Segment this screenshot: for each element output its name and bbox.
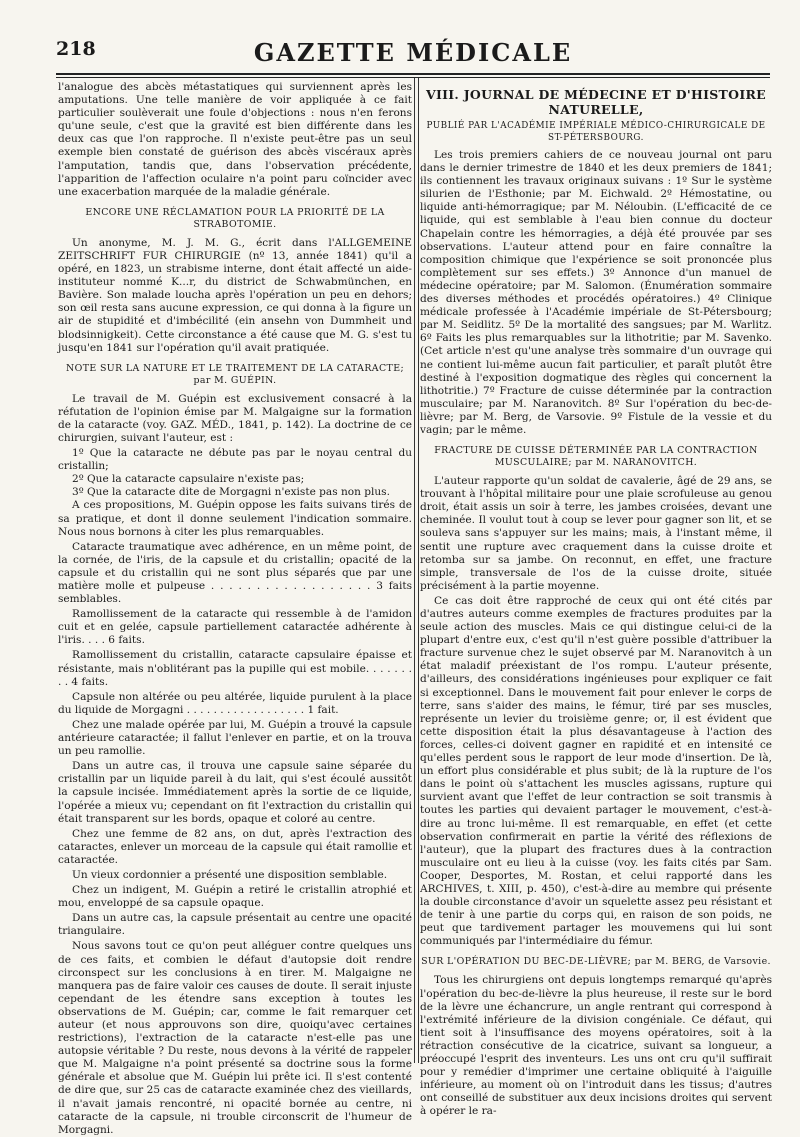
paragraph: Ce cas doit être rapproché de ceux qui ont été cités par d'autres auteurs comme exemples de fractures produites par la seule action des muscles. Mais ce qui distingue celui-ci de la plupart d'entre eux, c'est qu'il n'est guère possible d'attribuer la fracture survenue chez le sujet observé par M. Naranovitch à un état maladif préexistant de l'os rompu. L'auteur présente, d'ailleurs, des considérations ingénieuses pour expliquer ce fait si exceptionnel. Dans le mouvement fait pour enlever le corps de terre, sans s'aider des mains, le fémur, tiré par ses muscles, représente un levier du troisième genre; or, il est évident que cette disposition était la plus désavantageuse à l'action des forces, celles-ci doivent gagner en rapidité et en intensité ce qu'elles perdent sous le rapport de leur mode d'insertion. De là, un effort plus considérable et plus subit; de là la rupture de l'os dans le point où s'attachent les muscles agissans, rupture qui survient avant que l'effet de leur contraction se soit transmis à toutes les parties qui devaient partager le mouvement, c'est-à-dire au tronc lui-même. Il est remarquable, en effet (et cette observation confirmerait en partie la vérité des réflexions de l'auteur), que la plupart des fractures dues à la contraction musculaire ont eu lieu à la cuisse (voy. les faits cités par Sam. Cooper, Desportes, M. Rostan, et celui rapporté dans les ARCHIVES, t. XIII, p. 450), c'est-à-dire au membre qui présente la double circonstance d'avoir un squelette assez peu résistant et de tenir à une partie du corps qui, en raison de son poids, ne peut que tardivement partager les mouvemens qui lui sont communiqués par l'intermédiaire du fémur. <box>420 594 772 948</box>
paragraph: Le travail de M. Guépin est exclusivement consacré à la réfutation de l'opinion émise par M. Malgaigne sur la formation de la cataracte (voy. GAZ. MÉD., 1841, p. 142). La doctrine de ce chirurgien, suivant l'auteur, est : <box>58 392 412 444</box>
paragraph: Les trois premiers cahiers de ce nouveau journal ont paru dans le dernier trimestre de 1840 et les deux premiers de 1841; ils contiennent les travaux originaux suivans : 1º Sur le système silurien de l'Esthonie; par M. Eichwald. 2º Hémostatine, ou liquide anti-hémorragique; par M. Néloubin. (L'efficacité de ce liquide, qui est semblable à l'eau bien connue du docteur Chapelain contre les hémorragies, a déjà été prouvée par ses observations. L'auteur attend pour en faire connaître la composition chimique que l'expérience se soit prononcée plus complètement sur ses effets.) 3º Annonce d'un manuel de médecine opératoire; par M. Salomon. (Énumération sommaire des diverses méthodes et procédés opératoires.) 4º Clinique médicale professée à l'Académie impériale de St-Pétersbourg; par M. Seidlitz. 5º De la mortalité des sangsues; par M. Warlitz. 6º Faits les plus remarquables sur la lithotritie; par M. Savenko. (Cet article n'est qu'une analyse très sommaire d'un ouvrage qui ne contient lui-même aucun fait particulier, et paraît plutôt être destiné à l'exposition dogmatique des règles qui concernent la lithotritie.) 7º Fracture de cuisse déterminée par la contraction musculaire; par M. Naranovitch. 8º Sur l'opération du bec-de-lièvre; par M. Berg, de Varsovie. 9º Fistule de la vessie et du vagin; par le même. <box>420 149 772 436</box>
list-item: 2º Que la cataracte capsulaire n'existe pas; <box>72 473 305 486</box>
paragraph: Un vieux cordonnier a présenté une disposition semblable. <box>72 868 388 881</box>
paragraph: l'analogue des abcès métastatiques qui surviennent après les amputations. Une telle manière de voir appliquée à ce fait particulier soulèverait une foule d'objections : nous n'en ferons qu'une seule, c'est que la gravité est bien différente dans les deux cas que l'on rapproche. Il n'existe peut-être pas un seul exemple bien constaté de guérison des abcès viscéraux après l'amputation, tandis que, dans l'observation précédente, l'apparition de l'affection oculaire n'a point paru coïncider avec une exacerbation marquée de la maladie générale. <box>58 81 412 198</box>
header-rule <box>56 73 770 78</box>
paragraph: Ramollissement du cristallin, cataracte capsulaire épaisse et résistante, mais n'oblitérant pas la pupille qui est mobile. . . . . . . . . 4 faits. <box>58 649 412 688</box>
list-item: 1º Que la cataracte ne débute pas par le noyau central du cristallin; <box>58 447 412 473</box>
paragraph: Tous les chirurgiens ont depuis longtemps remarqué qu'après l'opération du bec-de-lièvre la plus heureuse, il reste sur le bord de la lèvre une échancrure, un angle rentrant qui correspond à l'extrémité inférieure de la division congéniale. Ce défaut, qui tient soit à l'insuffisance des moyens opératoires, soit à la rétraction consécutive de la cicatrice, suivant sa longueur, a préoccupé l'esprit des inventeurs. Les uns ont cru qu'il suffirait pour y remédier d'imprimer une certaine obliquité à l'aiguille inférieure, au moment où on l'introduit dans les tissus; d'autres ont conseillé de substituer aux deux incisions droites qui servent à opérer le ra- <box>420 974 772 1118</box>
paragraph: Cataracte traumatique avec adhérence, en un même point, de la cornée, de l'iris, de la capsule et du cristallin; opacité de la capsule et du cristallin qui ne sont plus séparés que par une matière molle et pulpeuse . . . . . . . . . . . . . . . . . . 3 faits semblables. <box>58 540 412 606</box>
paragraph: Un anonyme, M. J. M. G., écrit dans l'ALLGEMEINE ZEITSCHRIFT FUR CHIRURGIE (nº 13, année 1841) qu'il a opéré, en 1823, un strabisme interne, dont était affecté un aide-instituteur nommé K...r, du district de Schwabmünchen, en Bavière. Son malade loucha après l'opération un peu en dehors; son œil resta sans aucune expression, ce qui donna à la figure un air de stupidité et d'imbécilité (ein ansehn von Dummheit und blodsinnigkeit). Cette circonstance a été cause que M. G. s'est tu jusqu'en 1841 sur l'opération qu'il avait pratiquée. <box>58 236 412 354</box>
page-number: 218 <box>56 38 96 60</box>
list-item: 3º Que la cataracte dite de Morgagni n'existe pas non plus. <box>72 486 390 499</box>
paragraph: Capsule non altérée ou peu altérée, liquide purulent à la place du liquide de Morgagni . . . . . . . . . . . . . . . . . . 1 fait. <box>58 690 412 716</box>
paragraph: Nous savons tout ce qu'on peut alléguer contre quelques uns de ces faits, et combien le défaut d'autopsie doit rendre circonspect sur les conclusions à en tirer. M. Malgaigne ne manquera pas de faire valoir ces causes de doute. Il serait injuste cependant de les étendre sans exception à toutes les observations de M. Guépin; car, comme le fait remarquer cet auteur (et nous approuvons son dire, quoiqu'avec certaines restrictions), l'extraction de la cataracte n'est-elle pas une autopsie véritable ? Du reste, nous devons à la vérité de rappeler que M. Malgaigne n'a point présenté sa doctrine sous la forme générale et absolue que M. Guépin lui prête ici. Il s'est contenté de dire que, sur 25 cas de cataracte examinée chez des vieillards, il n'avait jamais rencontré, ni opacité bornée au centre, ni cataracte de la capsule, ni trouble circonscrit de l'humeur de Morgagni. <box>58 940 412 1136</box>
section-heading-fracture: FRACTURE DE CUISSE DÉTERMINÉE PAR LA CONTRACTION MUSCULAIRE; par M. NARANOVITCH. <box>434 445 758 469</box>
column-divider <box>414 78 419 1063</box>
section-title-journal: VIII. JOURNAL DE MÉDECINE ET D'HISTOIRE NATURELLE, <box>425 87 767 117</box>
paragraph: Ramollissement de la cataracte qui ressemble à de l'amidon cuit et en gelée, capsule partiellement cataractée adhérente à l'iris. . . . 6 faits. <box>58 608 412 647</box>
left-column <box>58 81 412 1136</box>
section-heading-strabotomie: ENCORE UNE RÉCLAMATION POUR LA PRIORITÉ DE LA STRABOTOMIE. <box>85 206 385 230</box>
paragraph: Dans un autre cas, la capsule présentait au centre une opacité triangulaire. <box>58 912 412 938</box>
paragraph: Chez une malade opérée par lui, M. Guépin a trouvé la capsule antérieure cataractée; il fallut l'enlever en partie, et on la trouva un peu ramollie. <box>58 718 412 758</box>
section-heading-cataracte: NOTE SUR LA NATURE ET LE TRAITEMENT DE LA CATARACTE; par M. GUÉPIN. <box>66 362 404 386</box>
section-heading-bec-de-lievre: SUR L'OPÉRATION DU BEC-DE-LIÈVRE; par M. BERG, de Varsovie. <box>421 956 771 968</box>
journal-title: GAZETTE MÉDICALE <box>253 38 573 67</box>
paragraph: A ces propositions, M. Guépin oppose les faits suivans tirés de sa pratique, et dont il donne seulement l'indication sommaire. Nous nous bornons à citer les plus remarquables. <box>58 499 412 538</box>
paragraph: Chez un indigent, M. Guépin a retiré le cristallin atrophié et mou, enveloppé de sa capsule opaque. <box>58 884 412 910</box>
section-subtitle: PUBLIÉ PAR L'ACADÉMIE IMPÉRIALE MÉDICO-CHIRURGICALE DE ST-PÉTERSBOURG. <box>426 121 766 143</box>
paragraph: Chez une femme de 82 ans, on dut, après l'extraction des cataractes, enlever un morceau de la capsule qui était ramollie et cataractée. <box>58 827 412 866</box>
paragraph: L'auteur rapporte qu'un soldat de cavalerie, âgé de 29 ans, se trouvant à l'hôpital militaire pour une plaie scrofuleuse au genou droit, était assis un soir à terre, les jambes croisées, devant une cheminée. Il voulut tout à coup se lever pour gagner son lit, et se souleva sans s'appuyer sur les mains; mais, à l'instant même, il sentit une rupture avec craquement dans la cuisse droite et retomba sur sa jambe. On reconnut, en effet, une fracture simple, transversale de l'os de la cuisse droite, située précisément à la partie moyenne. <box>420 475 772 592</box>
paragraph: Dans un autre cas, il trouva une capsule saine séparée du cristallin par un liquide pareil à du lait, qui s'est écoulé aussitôt la capsule incisée. Immédiatement après la sortie de ce liquide, l'opérée a mieux vu; cependant on fit l'extraction du cristallin qui était transparent sur les bords, opaque et coloré au centre. <box>58 760 412 825</box>
right-column <box>420 81 772 1118</box>
